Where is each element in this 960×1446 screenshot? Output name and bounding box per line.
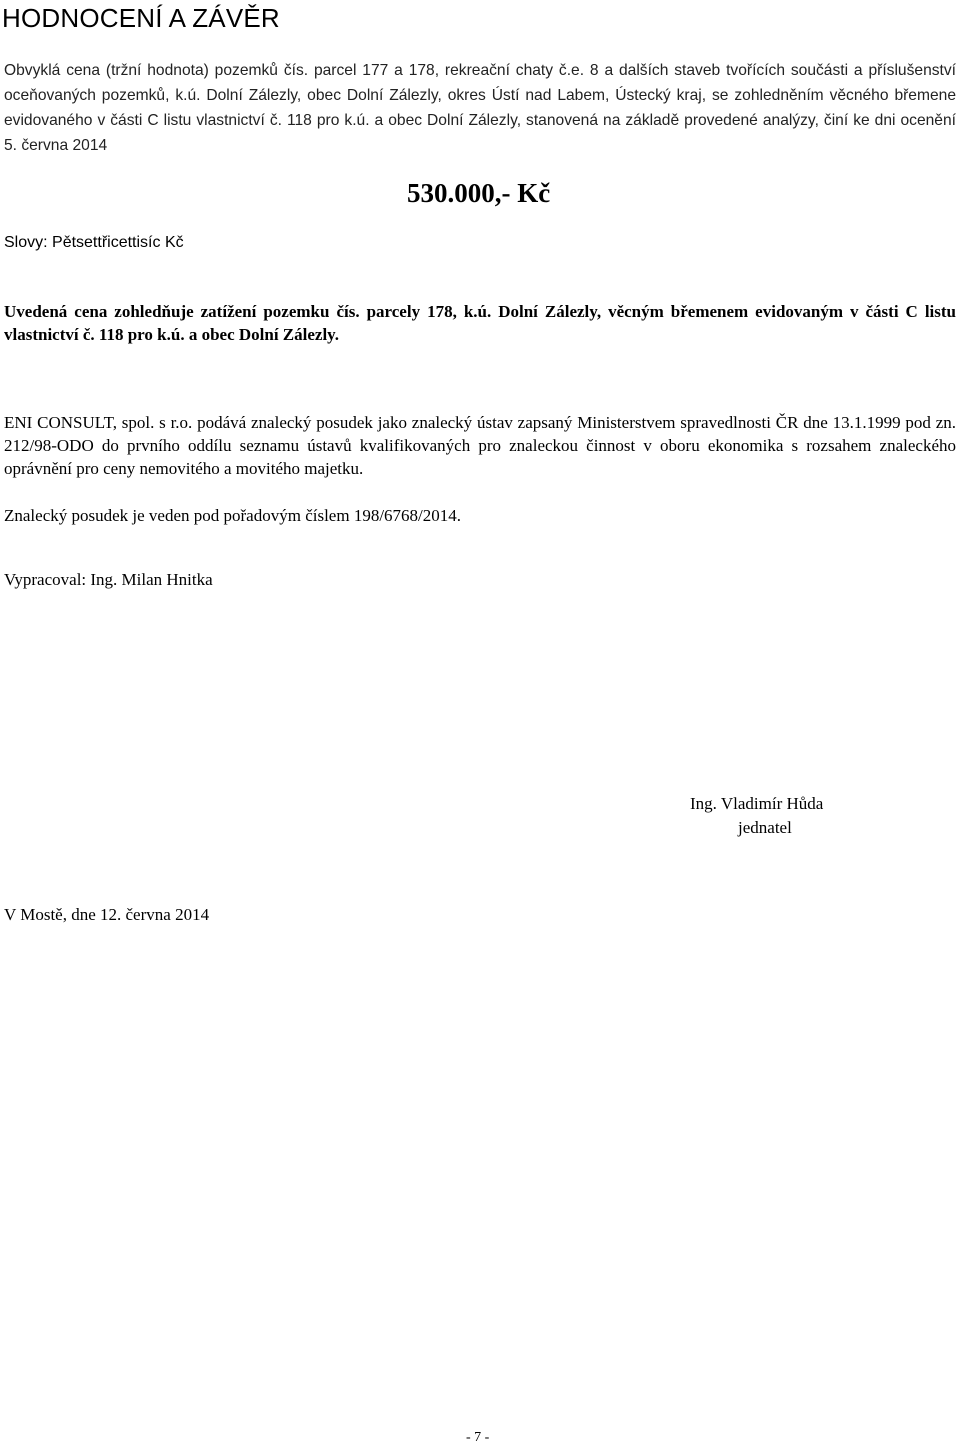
valuation-price: 530.000,- Kč [407,178,551,208]
valuation-text: Obvyklá cena (tržní hodnota) pozemků čís. parcel 177 a 178, rekreační chaty č.e. 8 a dalších staveb tvořících součásti a příslušenství oceňovaných pozemků, k.ú. Dolní Zálezly, obec Dolní Zálezly, okres Ústí nad Labem, Ústecký kraj, se zohledněním věcného břemene evidovaného v části C listu vlastnictví č. 118 pro k.ú. a obec Dolní Zálezly, stanovená na základě provedené analýzy, činí ke dni ocenění 5. června 2014 [4,62,956,154]
signatory-name: Ing. Vladimír Hůda [690,794,824,813]
signature-block [690,792,823,840]
prepared-by: Vypracoval: Ing. Milan Hnitka [4,570,213,589]
page-number: - 7 - [466,1430,490,1445]
place-and-date: V Mostě, dne 12. června 2014 [4,905,210,924]
institute-statement: ENI CONSULT, spol. s r.o. podává znalecký posudek jako znalecký ústav zapsaný Ministerstvem spravedlnosti ČR dne 13.1.1999 pod zn. 212/98-ODO do prvního oddílu seznamu ústavů kvalifikovaných pro znaleckou činnost v oboru ekonomika s rozsahem znaleckého oprávnění pro ceny nemovitého a movitého majetku. [4,413,956,478]
valuation-paragraph [4,58,956,158]
signatory-role: jednatel [738,818,792,837]
registry-number: Znalecký posudek je veden pod pořadovým číslem 198/6768/2014. [4,506,462,525]
encumbrance-note: Uvedená cena zohledňuje zatížení pozemku čís. parcely 178, k.ú. Dolní Zálezly, věcným břemenem evidovaným v části C listu vlastnictví č. 118 pro k.ú. a obec Dolní Zálezly. [4,302,956,344]
price-in-words: Slovy: Pětsettřicettisíc Kč [4,234,184,251]
page-heading: HODNOCENÍ A ZÁVĚR [2,3,280,33]
